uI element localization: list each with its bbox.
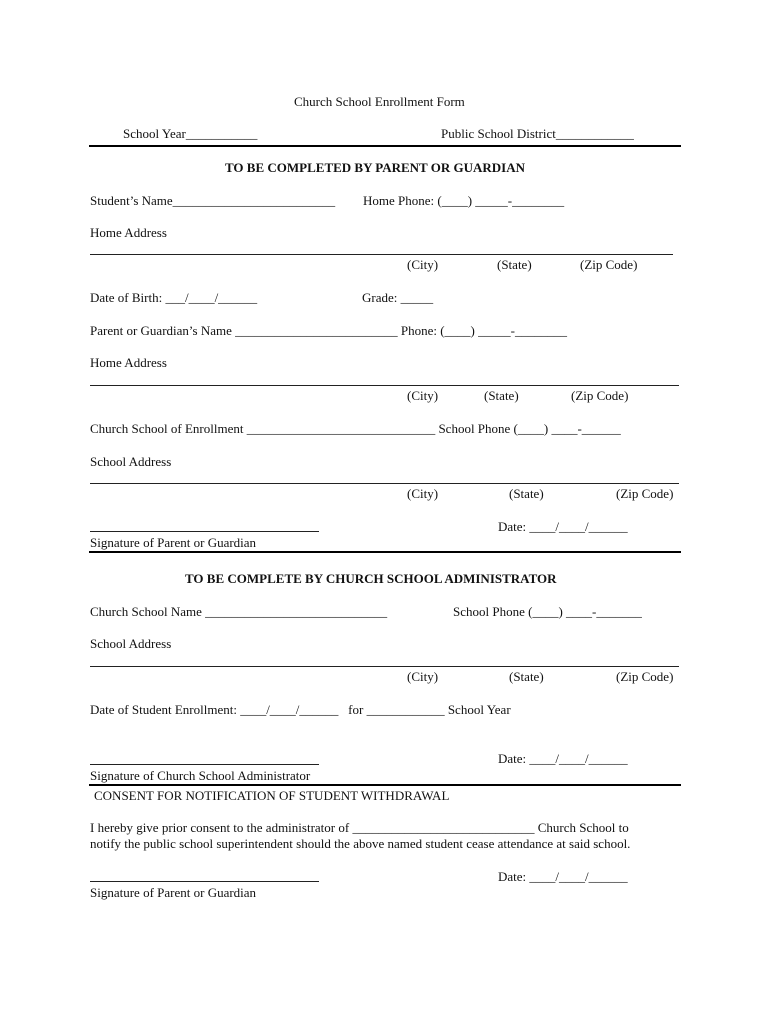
state-label: (State) (509, 486, 544, 501)
consent-line-2: notify the public school superintendent should the above named student cease attendance at said school. (90, 836, 631, 851)
home-address-label: Home Address (90, 225, 167, 240)
parent-section-heading: TO BE COMPLETED BY PARENT OR GUARDIAN (225, 160, 525, 175)
enrollment-date-field[interactable]: Date of Student Enrollment: ____/____/______ for ____________ School Year (90, 702, 511, 717)
form-title: Church School Enrollment Form (294, 94, 465, 109)
consent-signature-label: Signature of Parent or Guardian (90, 885, 257, 900)
admin-section-heading: TO BE COMPLETE BY CHURCH SCHOOL ADMINISTRATOR (185, 571, 557, 586)
zip-label: (Zip Code) (571, 388, 629, 403)
student-name-field[interactable]: Student’s Name_________________________ (90, 193, 336, 208)
date-of-birth-field[interactable]: Date of Birth: ___/____/______ (90, 290, 258, 305)
parent-name-phone-field[interactable]: Parent or Guardian’s Name _________________________ Phone: (____) _____-________ (90, 323, 567, 338)
consent-heading: CONSENT FOR NOTIFICATION OF STUDENT WITHDRAWAL (94, 788, 450, 803)
parent-signature-date-field[interactable]: Date: ____/____/______ (498, 519, 628, 534)
consent-signature-date-field[interactable]: Date: ____/____/______ (498, 869, 628, 884)
public-school-district-field[interactable]: Public School District____________ (441, 126, 634, 141)
admin-signature-label: Signature of Church School Administrator (90, 768, 311, 783)
school-phone-field[interactable]: School Phone (____) ____-_______ (453, 604, 642, 619)
parent-signature-line[interactable] (90, 531, 319, 532)
state-label: (State) (484, 388, 519, 403)
state-label: (State) (509, 669, 544, 684)
church-school-name-field[interactable]: Church School Name ____________________________ (90, 604, 388, 619)
city-label: (City) (407, 257, 439, 272)
home-address-line[interactable] (90, 385, 679, 386)
divider (89, 145, 681, 147)
divider (89, 784, 681, 786)
home-address-label: Home Address (90, 355, 167, 370)
consent-line-1[interactable]: I hereby give prior consent to the administrator of ____________________________ Church School to (90, 820, 629, 835)
state-label: (State) (497, 257, 532, 272)
admin-signature-date-field[interactable]: Date: ____/____/______ (498, 751, 628, 766)
school-address-label: School Address (90, 454, 172, 469)
home-address-line[interactable] (90, 254, 673, 255)
divider (89, 551, 681, 553)
school-address-line[interactable] (90, 483, 679, 484)
grade-field[interactable]: Grade: _____ (362, 290, 434, 305)
zip-label: (Zip Code) (580, 257, 638, 272)
city-label: (City) (407, 669, 439, 684)
school-address-line[interactable] (90, 666, 679, 667)
home-phone-field[interactable]: Home Phone: (____) _____-________ (363, 193, 565, 208)
zip-label: (Zip Code) (616, 486, 674, 501)
zip-label: (Zip Code) (616, 669, 674, 684)
parent-signature-label: Signature of Parent or Guardian (90, 535, 257, 550)
city-label: (City) (407, 486, 439, 501)
admin-signature-line[interactable] (90, 764, 319, 765)
church-school-enrollment-field[interactable]: Church School of Enrollment _____________________________ School Phone (____) ____-______ (90, 421, 621, 436)
school-year-field[interactable]: School Year___________ (123, 126, 258, 141)
school-address-label: School Address (90, 636, 172, 651)
consent-signature-line[interactable] (90, 881, 319, 882)
city-label: (City) (407, 388, 439, 403)
